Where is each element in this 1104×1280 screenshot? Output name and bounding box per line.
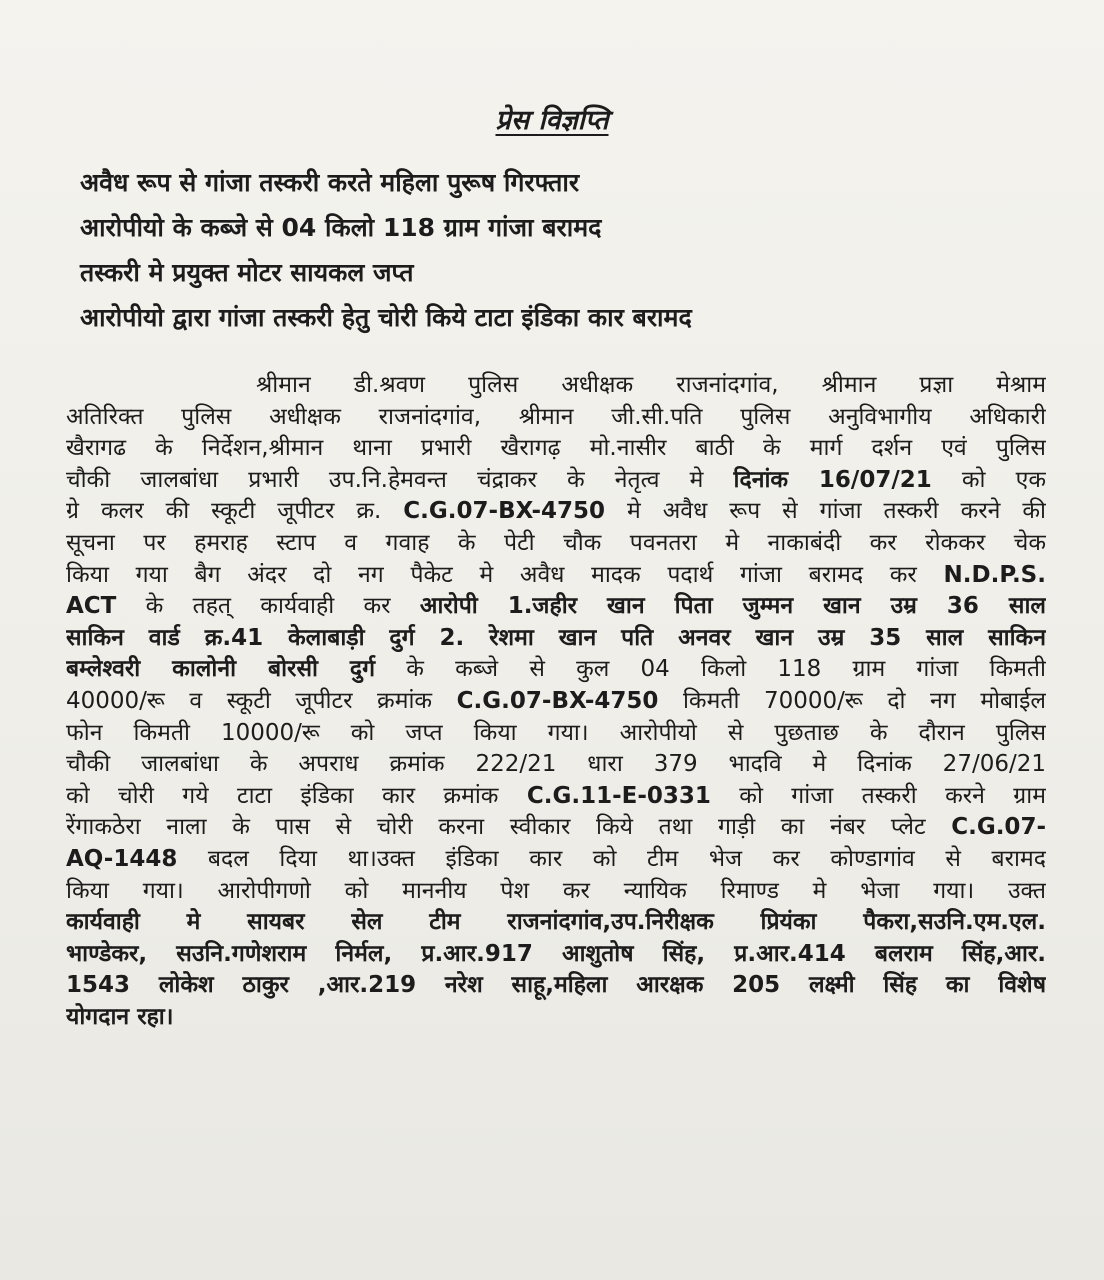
body-text-span: किया गया बैग अंदर दो नग पैकेट मे अवैध मादक पदार्थ गांजा बरामद कर — [66, 561, 944, 588]
scooty-registration: C.G.07-BX-4750 — [456, 687, 659, 714]
fake-plate-number: AQ-1448 — [66, 845, 178, 872]
body-text-span: को गांजा तस्करी करने ग्राम — [710, 782, 1046, 809]
headline-seizure-ganja: आरोपीयो के कब्जे से 04 किलो 118 ग्राम गांजा बरामद — [80, 213, 602, 242]
accused-address: बम्लेश्वरी कालोनी बोरसी दुर्ग — [66, 656, 376, 683]
body-line: श्रीमान डी.श्रवण पुलिस अधीक्षक राजनांदगांव, श्रीमान प्रज्ञा मेश्राम — [256, 372, 1046, 398]
body-line — [66, 496, 1046, 528]
body-text-span: चौकी जालबांधा प्रभारी उप.नि.हेमवन्त चंद्राकर के नेतृत्व मे — [66, 466, 734, 493]
accused-details: साकिन वार्ड क्र.41 केलाबाड़ी दुर्ग 2. रेशमा खान पति अनवर खान उम्र 35 साल साकिन — [66, 624, 1046, 651]
ndps-label: N.D.P.S. — [943, 561, 1046, 588]
body-line — [66, 844, 1046, 876]
body-line: फोन किमती 10000/रू को जप्त किया गया। आरोपीयो से पुछताछ के दौरान पुलिस — [66, 719, 1046, 746]
scooty-registration: C.G.07-BX-4750 — [403, 498, 606, 525]
body-line — [66, 560, 1046, 592]
act-label: ACT — [66, 593, 117, 620]
body-line: खैरागढ के निर्देशन,श्रीमान थाना प्रभारी खैरागढ़ मो.नासीर बाठी के मार्ग दर्शन एवं पुलिस — [66, 435, 1046, 462]
body-line: चौकी जालबांधा के अपराध क्रमांक 222/21 धारा 379 भादवि मे दिनांक 27/06/21 — [66, 751, 1046, 778]
body-line — [66, 654, 1046, 686]
body-text-span: ग्रे कलर की स्कूटी जूपीटर क्र. — [66, 498, 404, 525]
body-line — [66, 907, 1046, 939]
body-line: अतिरिक्त पुलिस अधीक्षक राजनांदगांव, श्रीमान जी.सी.पति पुलिस अनुविभागीय अधिकारी — [66, 403, 1046, 430]
headline-car-recovered: आरोपीयो द्वारा गांजा तस्करी हेतु चोरी किये टाटा इंडिका कार बरामद — [80, 303, 692, 332]
body-text-span: रेंगाकठेरा नाला के पास से चोरी करना स्वीकार किये तथा गाड़ी का नंबर प्लेट — [66, 814, 952, 841]
body-line: किया गया। आरोपीगणो को माननीय पेश कर न्यायिक रिमाण्ड मे भेजा गया। उक्त — [66, 877, 1046, 904]
document-title: प्रेस विज्ञप्ति — [495, 105, 609, 136]
body-line — [66, 1002, 1046, 1034]
body-text-span: को चोरी गये टाटा इंडिका कार क्रमांक — [66, 782, 527, 809]
team-credits: भाण्डेकर, सउनि.गणेशराम निर्मल, प्र.आर.917 आशुतोष सिंह, प्र.आर.414 बलराम सिंह,आर. — [66, 940, 1046, 967]
body-line — [66, 781, 1046, 813]
body-paragraph — [66, 370, 1046, 1033]
body-line — [66, 970, 1046, 1002]
body-line — [66, 465, 1046, 497]
body-line — [66, 591, 1046, 623]
body-line — [66, 939, 1046, 971]
body-line: सूचना पर हमराह स्टाप व गवाह के पेटी चौक पवनतरा मे नाकाबंदी कर रोककर चेक — [66, 529, 1046, 556]
body-text-span: बदल दिया था।उक्त इंडिका कार को टीम भेज कर कोण्डागांव से बरामद — [177, 845, 1046, 872]
accused-details: आरोपी 1.जहीर खान पिता जुम्मन खान उम्र 36 साल — [419, 593, 1046, 620]
car-registration: C.G.11-E-0331 — [526, 782, 711, 809]
body-text-span: को एक — [931, 466, 1046, 493]
body-line — [66, 812, 1046, 844]
body-text-span: 40000/रू व स्कूटी जूपीटर क्रमांक — [66, 687, 457, 714]
body-text-span: के कब्जे से कुल 04 किलो 118 ग्राम गांजा किमती — [375, 656, 1046, 683]
team-credits: 1543 लोकेश ठाकुर ,आर.219 नरेश साहू,महिला आरक्षक 205 लक्ष्मी सिंह का विशेष — [66, 972, 1046, 999]
headline-motorcycle-seized: तस्करी मे प्रयुक्त मोटर सायकल जप्त — [80, 258, 414, 287]
incident-date: दिनांक 16/07/21 — [733, 466, 932, 493]
body-text-span: किमती 70000/रू दो नग मोबाईल — [658, 687, 1046, 714]
body-text-span: मे अवैध रूप से गांजा तस्करी करने की — [605, 498, 1046, 525]
headline-block — [80, 160, 1060, 340]
body-line — [66, 686, 1046, 718]
team-credits: योगदान रहा। — [66, 1003, 174, 1030]
body-line — [66, 623, 1046, 655]
body-text-span: के तहत् कार्यवाही कर — [116, 593, 420, 620]
headline-arrest: अवैध रूप से गांजा तस्करी करते महिला पुरूष गिरफ्तार — [80, 168, 580, 197]
fake-plate-number: C.G.07- — [951, 814, 1046, 841]
team-credits: कार्यवाही मे सायबर सेल टीम राजनांदगांव,उप.निरीक्षक प्रियंका पैकरा,सउनि.एम.एल. — [66, 909, 1046, 936]
